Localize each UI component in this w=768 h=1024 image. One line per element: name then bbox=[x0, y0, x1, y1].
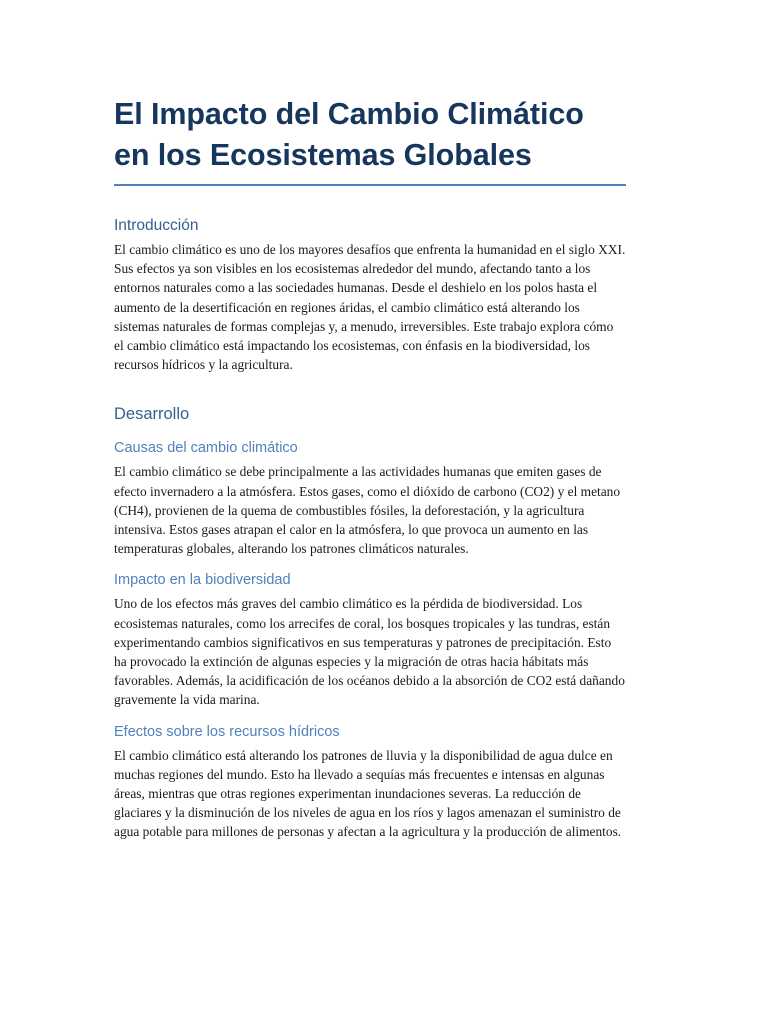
introduction-section bbox=[114, 216, 626, 374]
water-resources-paragraph: El cambio climático está alterando los patrones de lluvia y la disponibilidad de agua dulce en muchas regiones del mundo. Esto ha llevado a sequías más frecuentes e intensas en algunas áreas, mientras que otras regiones experimentan inundaciones severas. La reducción de glaciares y la disminución de los niveles de agua en los ríos y lagos amenazan el suministro de agua potable para millones de personas y afectan a la agricultura y la producción de alimentos. bbox=[114, 747, 622, 840]
biodiversity-heading: Impacto en la biodiversidad bbox=[114, 572, 291, 589]
introduction-heading: Introducción bbox=[114, 217, 199, 234]
causes-heading: Causas del cambio climático bbox=[114, 440, 298, 457]
subsection-water-resources bbox=[114, 722, 626, 842]
subsection-biodiversity bbox=[114, 570, 626, 709]
causes-paragraph: El cambio climático se debe principalmente a las actividades humanas que emiten gases de efecto invernadero a la atmósfera. Estos gases, como el dióxido de carbono (CO2) y el metano (CH4), provienen de la quema de combustibles fósiles, la deforestación, y la agricultura intensiva. Estos gases atrapan el calor en la atmósfera, lo que provoca un aumento en las temperaturas globales, alterando los patrones climáticos naturales. bbox=[114, 464, 621, 557]
introduction-paragraph: El cambio climático es uno de los mayores desafíos que enfrenta la humanidad en el siglo XXI. Sus efectos ya son visibles en los ecosistemas alrededor del mundo, afectando tanto a los entornos naturales como a las sociedades humanas. Desde el deshielo en los polos hasta el aumento de la desertificación en regiones áridas, el cambio climático está alterando los sistemas naturales de formas complejas y, a menudo, irreversibles. Este trabajo explora cómo el cambio climático está impactando los ecosistemas, con énfasis en la biodiversidad, los recursos hídricos y la agricultura. bbox=[114, 242, 626, 373]
document-title: El Impacto del Cambio Climático en los Ecosistemas Globales bbox=[114, 97, 584, 172]
development-section bbox=[114, 404, 626, 841]
water-resources-heading: Efectos sobre los recursos hídricos bbox=[114, 723, 340, 740]
development-heading: Desarrollo bbox=[114, 405, 190, 424]
biodiversity-paragraph: Uno de los efectos más graves del cambio climático es la pérdida de biodiversidad. Los ecosistemas naturales, como los arrecifes de coral, los bosques tropicales y las tundras, están experimentando cambios significativos en sus temperaturas y patrones de precipitación. Esto ha provocado la extinción de algunas especies y la migración de otras hacia hábitats más favorables. Además, la acidificación de los océanos debido a la absorción de CO2 está dañando gravemente la vida marina. bbox=[114, 596, 625, 708]
section-spacer bbox=[114, 374, 626, 404]
subsection-spacer bbox=[114, 558, 626, 570]
subsection-spacer bbox=[114, 710, 626, 722]
subsection-causes bbox=[114, 438, 626, 558]
title-underline bbox=[114, 184, 626, 186]
document-page bbox=[114, 94, 626, 842]
